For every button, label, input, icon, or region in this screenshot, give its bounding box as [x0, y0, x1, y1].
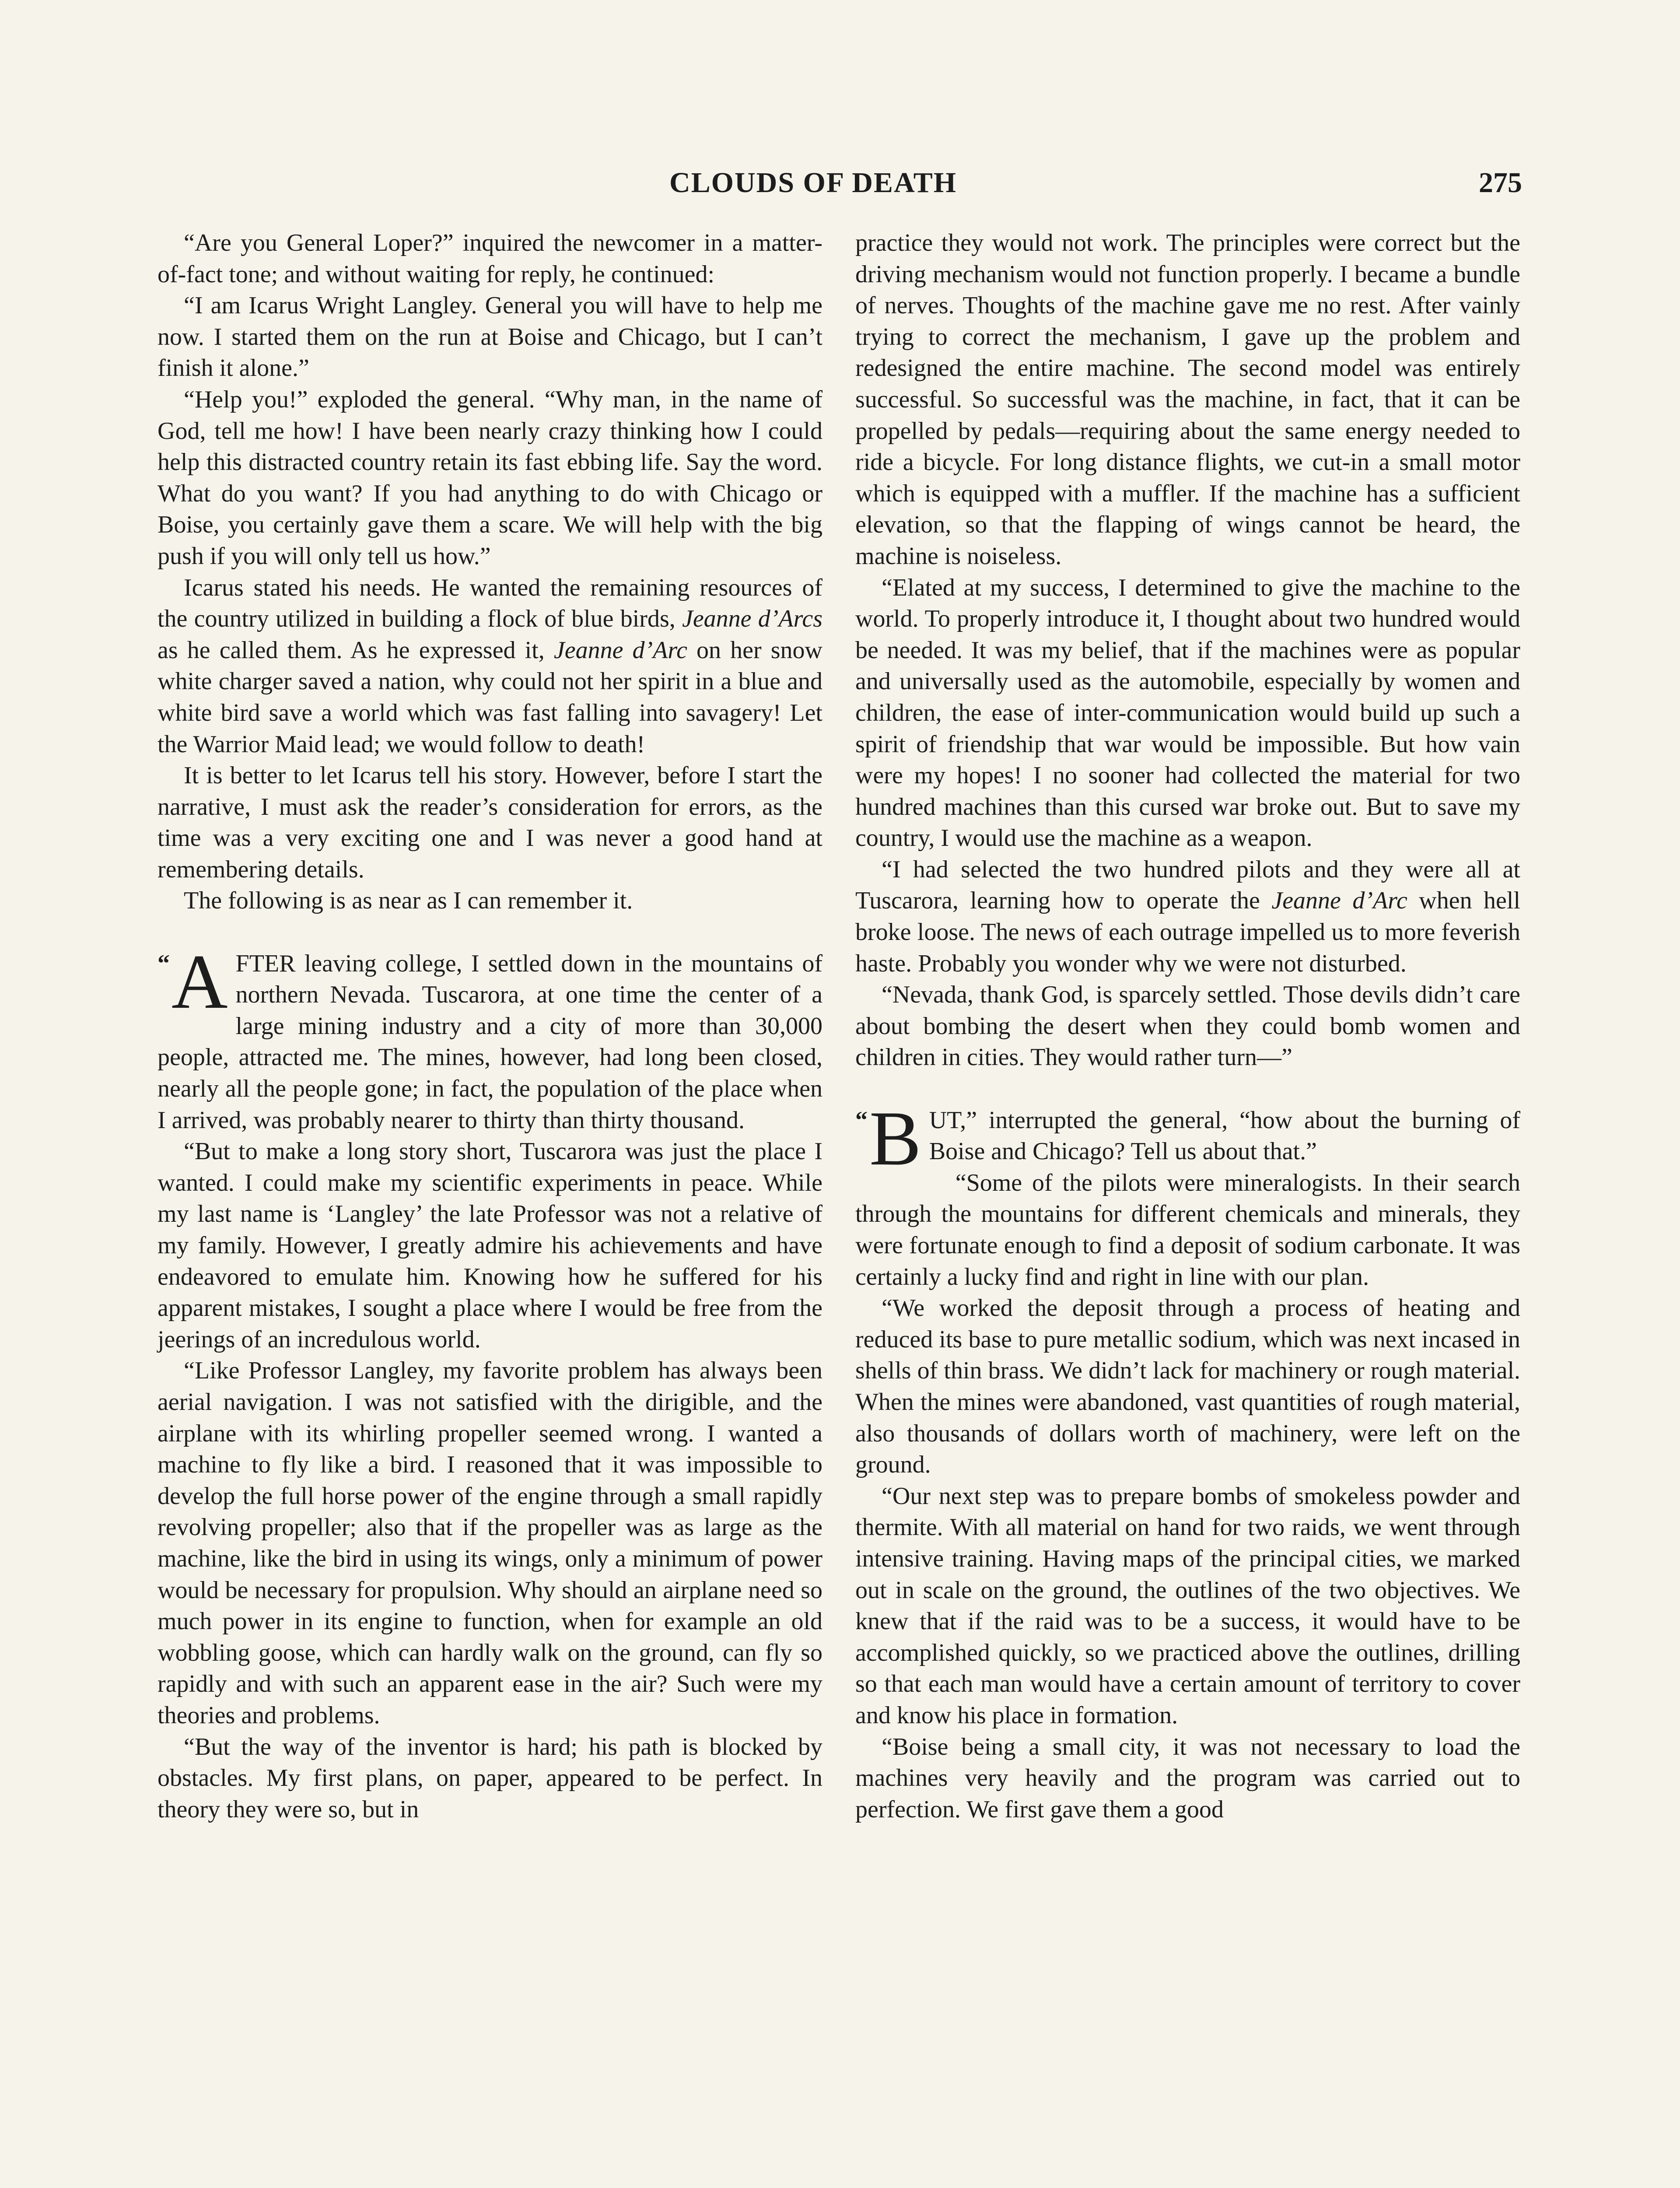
italic-title: Jeanne d’Arc	[1271, 887, 1407, 915]
paragraph: “I am Icarus Wright Langley. General you will have to help me now. I started them on the run at Boise and Chicago, but I can’t finish it alone.”	[158, 292, 822, 382]
drop-cap: B	[869, 1094, 921, 1182]
opening-quote-mark: “	[158, 950, 170, 977]
paragraph: “Some of the pilots were mineralogists. In their search through the mountains for different chemicals and minerals, they were fortunate enough to find a deposit of sodium carbonate. It was certainly a lucky find and right in line with our plan.	[855, 1169, 1520, 1290]
italic-title: Jeanne d’Arc	[553, 636, 687, 664]
paragraph: The following is as near as I can remember it.	[184, 887, 633, 915]
text-run: as he called them. As he expressed it,	[158, 636, 554, 664]
paragraph: “Like Professor Langley, my favorite problem has always been aerial navigation. I was not satisfied with the dirigible, and the airplane with its whirling propeller seemed wrong. I wanted a machine to fly like a bird. I reasoned that it was impossible to develop the full horse power of the engine through a small rapidly revolving propeller; also that if the propeller was as large as the machine, like the bird in using its wings, only a minimum of power would be necessary for propulsion. Why should an airplane need so much power in its engine to function, when for example an old wobbling goose, which can hardly walk on the ground, can fly so rapidly and with such an apparent ease in the air? Such were my theories and problems.	[158, 1357, 822, 1729]
section-opening-paragraph	[855, 1094, 1520, 1182]
paragraph: “Help you!” exploded the general. “Why man, in the name of God, tell me how! I have been nearly crazy thinking how I could help this distracted country retain its fast ebbing life. Say the word. What do you want? If you had anything to do with Chicago or Boise, you certainly gave them a scare. We will help with the big push if you will only tell us how.”	[158, 386, 822, 570]
opening-quote-mark: “	[855, 1106, 868, 1134]
paragraph: “But to make a long story short, Tuscarora was just the place I wanted. I could make my scientific experiments in peace. While my last name is ‘Langley’ the late Professor was not a relative of my family. However, I greatly admire his achievements and have endeavored to emulate him. Knowing how he suffered for his apparent mistakes, I sought a place where I would be free from the jeerings of an incredulous world.	[158, 1138, 822, 1353]
paragraph: “But the way of the inventor is hard; his path is blocked by obstacles. My first plans, on paper, appeared to be perfect. In theory they were so, but in	[158, 1733, 822, 1823]
section-opening-paragraph	[158, 938, 822, 1136]
paragraph-continued: practice they would not work. The principles were correct but the driving mechanism would not function properly. I became a bundle of nerves. Thoughts of the machine gave me no rest. After vainly trying to correct the mechanism, I gave up the problem and redesigned the entire machine. The second model was entirely successful. So successful was the machine, in fact, that it can be propelled by pedals—requiring about the same energy needed to ride a bicycle. For long distance flights, we cut-in a small motor which is equipped with a muffler. If the machine has a sufficient elevation, so that the flapping of wings cannot be heard, the machine is noiseless.	[855, 229, 1520, 570]
paragraph: “Our next step was to prepare bombs of smokeless powder and thermite. With all material on hand for two raids, we went through intensive training. Having maps of the principal cities, we marked out in scale on the ground, the outlines of the two objectives. We knew that if the raid was to be a success, it would have to be accomplished quickly, so we practiced above the outlines, drilling so that each man would have a certain amount of territory to cover and know his place in formation.	[855, 1482, 1520, 1729]
text-run: “I had selected the two hundred pilots and they were all at Tuscarora, learning how to operate the	[855, 856, 1520, 915]
paragraph: “Elated at my success, I determined to give the machine to the world. To properly introduce it, I thought about two hundred would be needed. It was my belief, that if the machines were as popular and universally used as the automobile, especially by women and children, the ease of inter-communication would build up such a spirit of friendship that war would be impossible. But how vain were my hopes! I no sooner had collected the material for two hundred machines than this cursed war broke out. But to save my country, I would use the machine as a weapon.	[855, 574, 1520, 852]
text-run: UT,” interrupted the general, “how about the burning of Boise and Chicago? Tell us about that.”	[929, 1106, 1520, 1165]
paragraph: “Are you General Loper?” inquired the newcomer in a matter-of-fact tone; and without waiting for reply, he continued:	[158, 229, 822, 288]
paragraph: “We worked the deposit through a process of heating and reduced its base to pure metallic sodium, which was next incased in shells of thin brass. We didn’t lack for machinery or rough material. When the mines were abandoned, vast quantities of rough material, also thousands of dollars worth of machinery, were left on the ground.	[855, 1294, 1520, 1479]
text-run: Icarus stated his needs. He wanted the remaining resources of the country utilized in building a flock of blue birds,	[158, 574, 822, 633]
italic-title: Jeanne d’Arcs	[682, 605, 822, 633]
paragraph	[158, 572, 822, 761]
page-number: 275	[1479, 167, 1522, 199]
paragraph: “Nevada, thank God, is sparcely settled. Those devils didn’t care about bombing the desert when they could bomb women and children in cities. They would rather turn—”	[855, 981, 1520, 1071]
left-column	[158, 228, 822, 1825]
paragraph: “Boise being a small city, it was not necessary to load the machines very heavily and the program was carried out to perfection. We first gave them a good	[855, 1733, 1520, 1823]
running-title: CLOUDS OF DEATH	[669, 167, 957, 199]
text-run: when hell broke loose. The news of each outrage impelled us to more feverish haste. Probably you wonder why we were not disturbed.	[855, 887, 1521, 977]
paragraph: It is better to let Icarus tell his story. However, before I start the narrative, I must ask the reader’s consideration for errors, as the time was a very exciting one and I was never a good hand at remembering details.	[158, 762, 822, 883]
text-run: FTER leaving college, I settled down in the mountains of northern Nevada. Tuscarora, at one time the center of a large mining industry and a city of more than 30,000 people, attracted me. The mines, however, had long been closed, nearly all the people gone; in fact, the population of the place when I arrived, was probably nearer to thirty than thirty thousand.	[158, 950, 822, 1134]
drop-cap: A	[172, 938, 228, 1025]
paragraph	[855, 854, 1520, 979]
text-run: on her snow white charger saved a nation, why could not her spirit in a blue and white bird save a world which was fast falling into savagery! Let the Warrior Maid lead; we would follow to death!	[158, 636, 822, 758]
right-column	[855, 228, 1520, 1825]
